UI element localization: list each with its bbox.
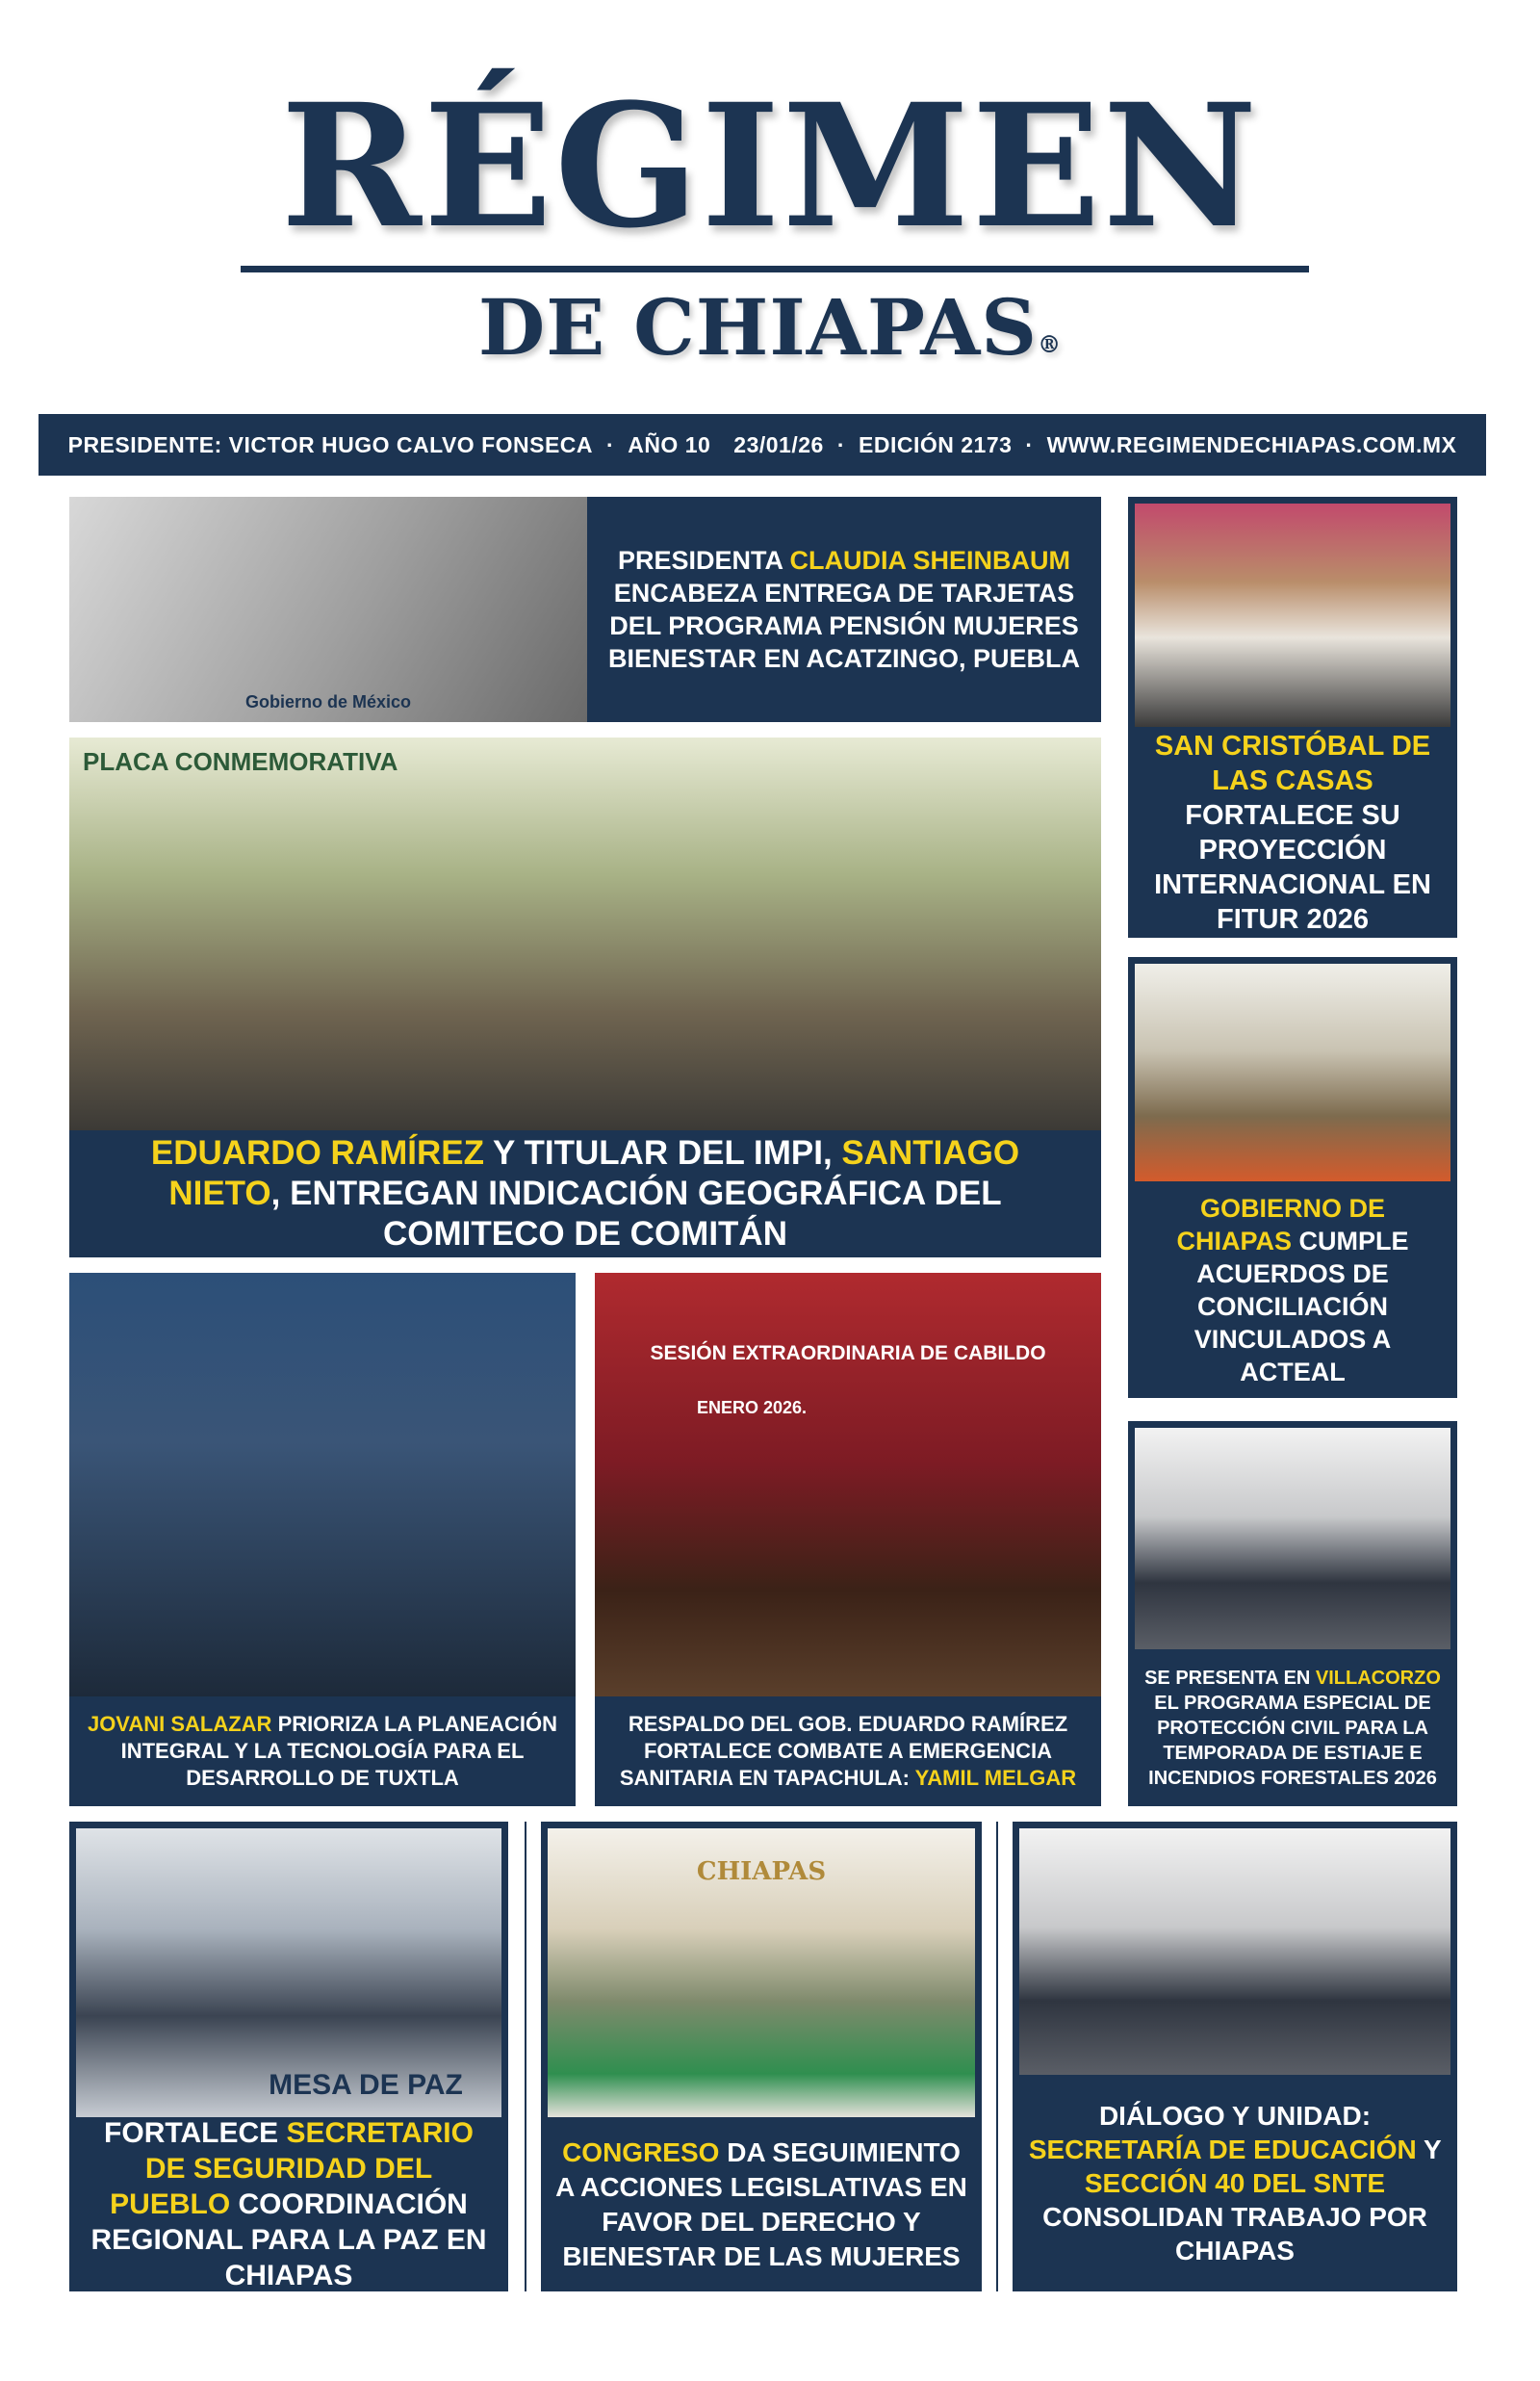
masthead-divider xyxy=(241,266,1309,272)
photo-caption: Gobierno de México xyxy=(244,692,412,712)
separator-dot: · xyxy=(606,431,615,457)
story-photo xyxy=(1135,504,1450,727)
president-name: PRESIDENTE: VICTOR HUGO CALVO FONSECA xyxy=(67,431,594,457)
photo-caption: PLACA CONMEMORATIVA xyxy=(83,747,398,776)
story-seguridad[interactable] xyxy=(69,1822,508,2291)
story-photo xyxy=(1135,964,1450,1181)
registered-mark: ® xyxy=(1038,330,1063,358)
story-headline[interactable]: RESPALDO DEL GOB. EDUARDO RAMÍREZ FORTALECE COMBATE A EMERGENCIA SANITARIA EN TAPACHULA: YAMIL MELGAR xyxy=(619,1712,1077,1790)
story-photo xyxy=(548,1828,975,2117)
story-photo xyxy=(69,738,1101,1130)
story-headline[interactable]: FORTALECE SECRETARIO DE SEGURIDAD DEL PUEBLO COORDINACIÓN REGIONAL PARA LA PAZ EN CHIAPAS xyxy=(90,2117,487,2291)
story-sheinbaum[interactable] xyxy=(69,497,1101,722)
edition-info-bar xyxy=(38,414,1486,476)
story-snte[interactable] xyxy=(1013,1822,1457,2291)
story-headline[interactable]: SAN CRISTÓBAL DE LAS CASAS FORTALECE SU PROYECCIÓN INTERNACIONAL EN FITUR 2026 xyxy=(1154,730,1431,935)
column-divider xyxy=(525,1822,526,2291)
masthead-title: RÉGIMEN xyxy=(280,66,1260,266)
story-headline[interactable]: GOBIERNO DE CHIAPAS CUMPLE ACUERDOS DE CONCILIACIÓN VINCULADOS A ACTEAL xyxy=(1176,1193,1409,1386)
photo-date: ENERO 2026. xyxy=(696,1398,808,1417)
story-photo xyxy=(1135,1428,1450,1649)
edition-label: EDICIÓN 2173 xyxy=(859,431,1013,457)
date-label: 23/01/26 xyxy=(733,431,824,457)
website-link[interactable]: WWW.REGIMENDECHIAPAS.COM.MX xyxy=(1046,431,1457,457)
story-headline[interactable]: JOVANI SALAZAR PRIORIZA LA PLANEACIÓN INTEGRAL Y LA TECNOLOGÍA PARA EL DESARROLLO DE TUXTLA xyxy=(87,1712,558,1790)
story-villacorzo[interactable] xyxy=(1128,1421,1457,1806)
masthead-subtitle: DE CHIAPAS® xyxy=(477,282,1063,373)
story-headline[interactable]: CONGRESO DA SEGUIMIENTO A ACCIONES LEGISLATIVAS EN FAVOR DEL DERECHO Y BIENESTAR DE LAS MUJERES xyxy=(555,2136,967,2271)
story-photo xyxy=(1019,1828,1450,2075)
column-divider xyxy=(996,1822,998,2291)
story-photo xyxy=(69,1273,576,1696)
photo-caption: CHIAPAS xyxy=(696,1857,827,1886)
photo-caption: MESA DE PAZ xyxy=(269,2069,463,2101)
story-headline[interactable]: EDUARDO RAMÍREZ Y TITULAR DEL IMPI, SANTIAGO NIETO, ENTREGAN INDICACIÓN GEOGRÁFICA DEL COMITECO DE COMITÁN xyxy=(150,1134,1020,1253)
separator-dot: · xyxy=(1025,431,1034,457)
photo-caption: SESIÓN EXTRAORDINARIA DE CABILDO xyxy=(650,1342,1046,1364)
story-tuxtla[interactable] xyxy=(69,1273,576,1806)
story-photo xyxy=(76,1828,501,2117)
story-comiteco[interactable] xyxy=(69,738,1101,1257)
story-headline[interactable]: SE PRESENTA EN VILLACORZO EL PROGRAMA ESPECIAL DE PROTECCIÓN CIVIL PARA LA TEMPORADA DE ESTIAJE E INCENDIOS FORESTALES 2026 xyxy=(1144,1667,1441,1789)
story-photo xyxy=(69,497,587,722)
story-headline[interactable]: PRESIDENTA CLAUDIA SHEINBAUM ENCABEZA ENTREGA DE TARJETAS DEL PROGRAMA PENSIÓN MUJERES BIENESTAR EN ACATZINGO, PUEBLA xyxy=(607,546,1080,673)
story-congreso[interactable] xyxy=(541,1822,982,2291)
year-label: AÑO 10 xyxy=(628,431,711,457)
separator-dot: · xyxy=(836,431,845,457)
story-photo xyxy=(595,1273,1101,1696)
story-fitur[interactable] xyxy=(1128,497,1457,938)
story-tapachula[interactable] xyxy=(595,1273,1101,1806)
story-acteal[interactable] xyxy=(1128,957,1457,1398)
story-headline[interactable]: DIÁLOGO Y UNIDAD: SECRETARÍA DE EDUCACIÓN Y SECCIÓN 40 DEL SNTE CONSOLIDAN TRABAJO POR CHIAPAS xyxy=(1028,2101,1442,2265)
